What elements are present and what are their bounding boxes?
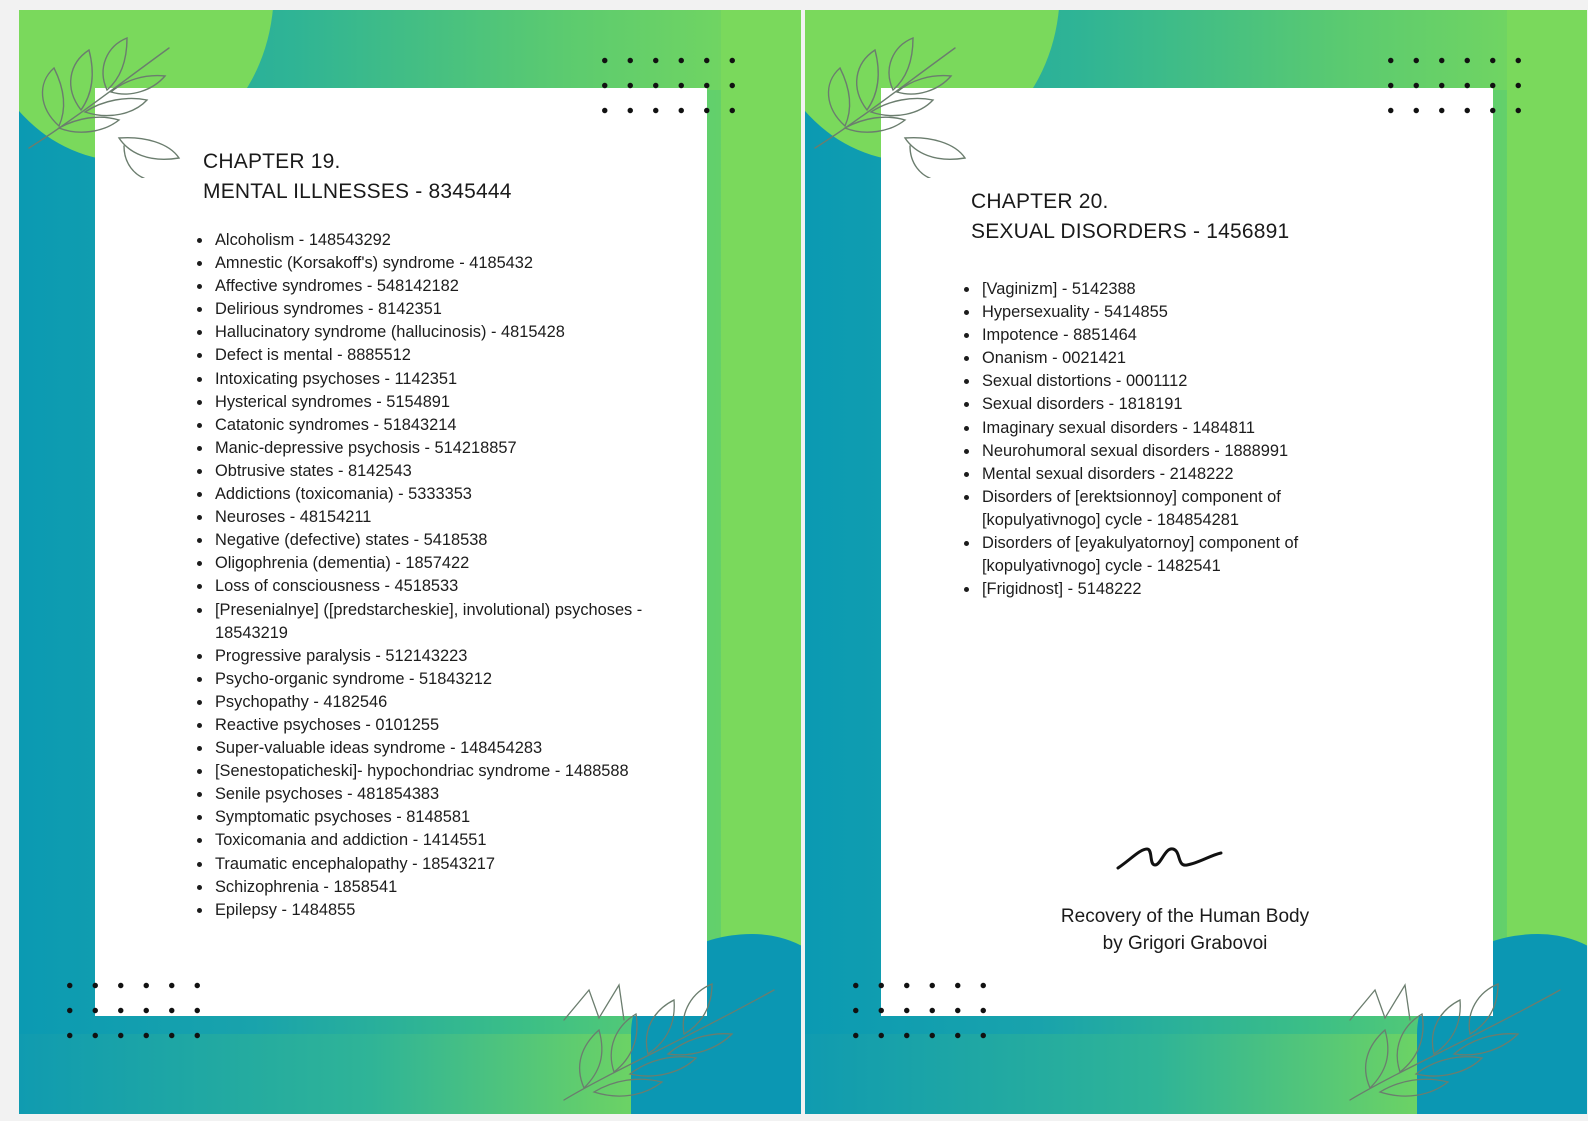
list-item: • Addictions (toxicomania) - 5333353 xyxy=(213,483,643,506)
list-item: • Hysterical syndromes - 5154891 xyxy=(213,391,643,414)
dot-grid-bottom-left xyxy=(57,973,211,1048)
list-item: • Impotence - 8851464 xyxy=(980,324,1380,347)
fern-decoration-icon xyxy=(1330,960,1580,1110)
disease-list xyxy=(195,229,643,922)
list-item: • Disorders of [eyakulyatornoy] component of [kopulyativnogo] cycle - 1482541 xyxy=(980,532,1380,578)
list-item: • Negative (defective) states - 5418538 xyxy=(213,529,643,552)
list-item: • Senile psychoses - 481854383 xyxy=(213,783,643,806)
list-item: • [Presenialnye] ([predstarcheskie], involutional) psychoses - 18543219 xyxy=(213,599,643,645)
list-item: • Hypersexuality - 5414855 xyxy=(980,301,1380,324)
list-item: • Affective syndromes - 548142182 xyxy=(213,275,643,298)
chapter-heading xyxy=(203,147,512,207)
list-item: • Mental sexual disorders - 2148222 xyxy=(980,463,1380,486)
list-item: • Oligophrenia (dementia) - 1857422 xyxy=(213,552,643,575)
chapter-number: CHAPTER 20. xyxy=(971,190,1109,213)
list-item: • Manic-depressive psychosis - 514218857 xyxy=(213,437,643,460)
book-title: Recovery of the Human Body xyxy=(1060,906,1310,927)
list-item: • Psychopathy - 4182546 xyxy=(213,691,643,714)
list-item: • Symptomatic psychoses - 8148581 xyxy=(213,806,643,829)
book-credit xyxy=(965,903,1405,957)
list-item: • Amnestic (Korsakoff's) syndrome - 4185432 xyxy=(213,252,643,275)
list-item: • Reactive psychoses - 0101255 xyxy=(213,714,643,737)
chapter-title: SEXUAL DISORDERS - 1456891 xyxy=(971,220,1290,243)
list-item: • Epilepsy - 1484855 xyxy=(213,899,643,922)
fern-decoration-icon xyxy=(544,960,794,1110)
chapter-number: CHAPTER 19. xyxy=(203,150,341,173)
list-item: • Neurohumoral sexual disorders - 1888991 xyxy=(980,440,1380,463)
list-item: • Sexual distortions - 0001112 xyxy=(980,370,1380,393)
leaf-decoration-icon xyxy=(805,28,985,178)
list-item: • Psycho-organic syndrome - 51843212 xyxy=(213,668,643,691)
list-item: • Neuroses - 48154211 xyxy=(213,506,643,529)
signature-icon xyxy=(1115,835,1225,875)
list-item: • Super-valuable ideas syndrome - 148454283 xyxy=(213,737,643,760)
dot-grid-top-right xyxy=(1378,48,1532,123)
leaf-decoration-icon xyxy=(19,28,199,178)
list-item: • Delirious syndromes - 8142351 xyxy=(213,298,643,321)
list-item: • Obtrusive states - 8142543 xyxy=(213,460,643,483)
left-page xyxy=(19,10,801,1114)
list-item: • Imaginary sexual disorders - 1484811 xyxy=(980,417,1380,440)
list-item: • [Senestopaticheski]- hypochondriac syndrome - 1488588 xyxy=(213,760,643,783)
chapter-title: MENTAL ILLNESSES - 8345444 xyxy=(203,180,512,203)
list-item: • Schizophrenia - 1858541 xyxy=(213,876,643,899)
dot-grid-top-right xyxy=(592,48,746,123)
list-item: • Toxicomania and addiction - 1414551 xyxy=(213,829,643,852)
list-item: • Catatonic syndromes - 51843214 xyxy=(213,414,643,437)
list-item: • [Vaginizm] - 5142388 xyxy=(980,278,1380,301)
list-item: • Defect is mental - 8885512 xyxy=(213,344,643,367)
list-item: • Intoxicating psychoses - 1142351 xyxy=(213,368,643,391)
list-item: • Progressive paralysis - 512143223 xyxy=(213,645,643,668)
list-item: • Hallucinatory syndrome (hallucinosis) - 4815428 xyxy=(213,321,643,344)
disorder-list xyxy=(962,278,1380,601)
right-page xyxy=(805,10,1587,1114)
list-item: • Sexual disorders - 1818191 xyxy=(980,393,1380,416)
list-item: • Onanism - 0021421 xyxy=(980,347,1380,370)
list-item: • Alcoholism - 148543292 xyxy=(213,229,643,252)
list-item: • Disorders of [erektsionnoy] component of [kopulyativnogo] cycle - 184854281 xyxy=(980,486,1380,532)
list-item: • [Frigidnost] - 5148222 xyxy=(980,578,1380,601)
list-item: • Traumatic encephalopathy - 18543217 xyxy=(213,853,643,876)
list-item: • Loss of consciousness - 4518533 xyxy=(213,575,643,598)
book-author: by Grigori Grabovoi xyxy=(1102,933,1268,954)
dot-grid-bottom-left xyxy=(843,973,997,1048)
chapter-heading xyxy=(971,187,1289,247)
